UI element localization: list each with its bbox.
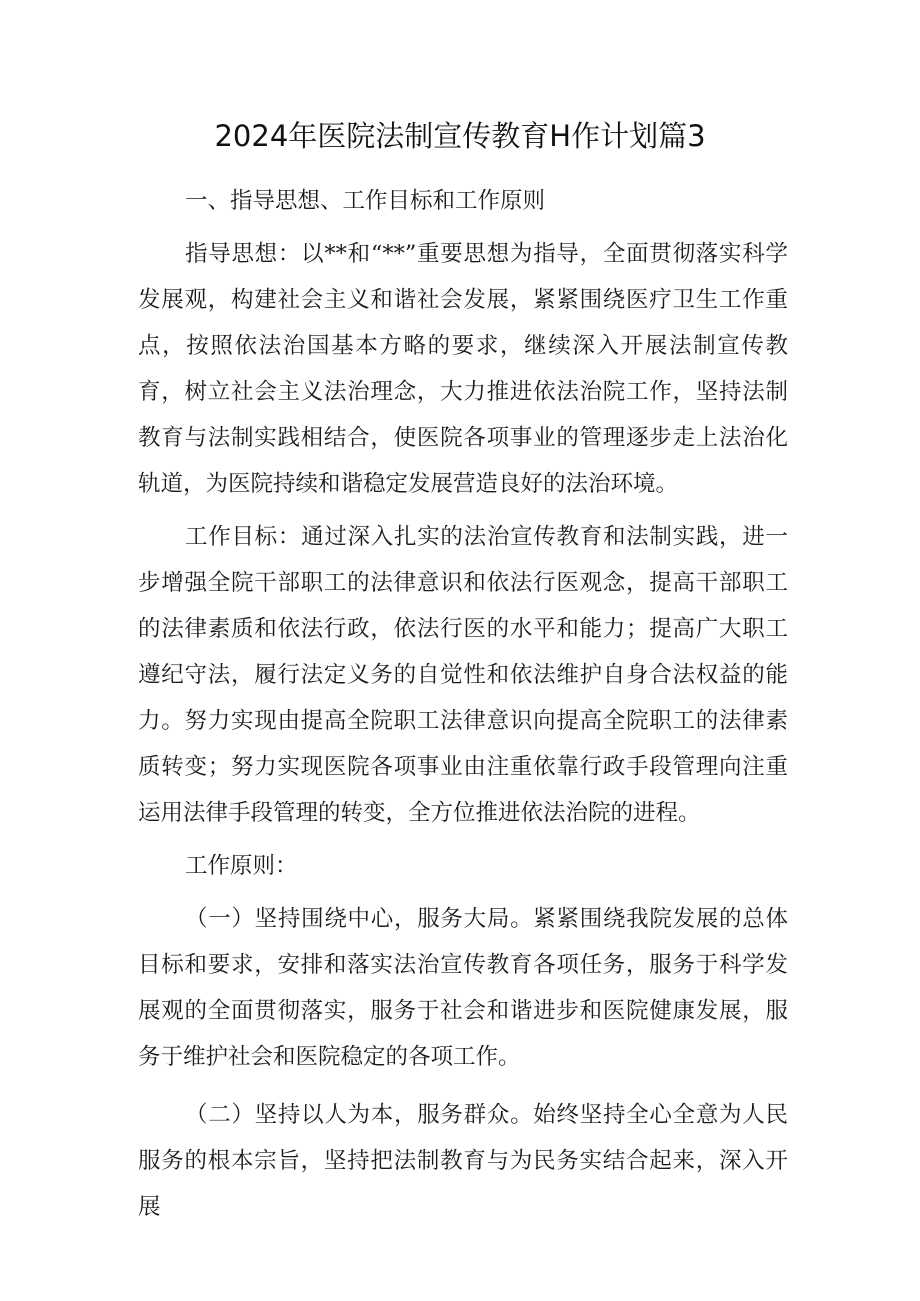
paragraph-principle-one: （一）坚持围绕中心，服务大局。紧紧围绕我院发展的总体目标和要求，安排和落实法治宣传教育各项任务，服务于科学发展观的全面贯彻落实，服务于社会和谐进步和医院健康发展，服务于维护社会和医院稳定的各项工作。 bbox=[138, 906, 788, 1070]
document-body bbox=[138, 178, 788, 1230]
paragraph-principle-two: （二）坚持以人为本，服务群众。始终坚持全心全意为人民服务的根本宗旨，坚持把法制教育与为民务实结合起来，深入开展 bbox=[138, 1102, 788, 1220]
paragraph-work-principles-label: 工作原则： bbox=[185, 853, 298, 879]
document-title: 2024年医院法制宣传教育H作计划篇3 bbox=[214, 119, 706, 153]
section-heading: 一、指导思想、工作目标和工作原则 bbox=[185, 188, 546, 214]
paragraph-guiding-ideology: 指导思想：以**和“**”重要思想为指导，全面贯彻落实科学发展观，构建社会主义和谐社会发展，紧紧围绕医疗卫生工作重点，按照依法治国基本方略的要求，继续深入开展法制宣传教育，树立社会主义法治理念，大力推进依法治院工作，坚持法制教育与法制实践相结合，使医院各项事业的管理逐步走上法治化轨道，为医院持续和谐稳定发展营造良好的法治环境。 bbox=[138, 241, 788, 497]
paragraph-work-goals: 工作目标：通过深入扎实的法治宣传教育和法制实践，进一步增强全院干部职工的法律意识和依法行医观念，提高干部职工的法律素质和依法行政，依法行医的水平和能力；提高广大职工遵纪守法，履行法定义务的自觉性和依法维护自身合法权益的能力。努力实现由提高全院职工法律意识向提高全院职工的法律素质转变；努力实现医院各项事业由注重依靠行政手段管理向注重运用法律手段管理的转变，全方位推进依法治院的进程。 bbox=[138, 524, 788, 826]
